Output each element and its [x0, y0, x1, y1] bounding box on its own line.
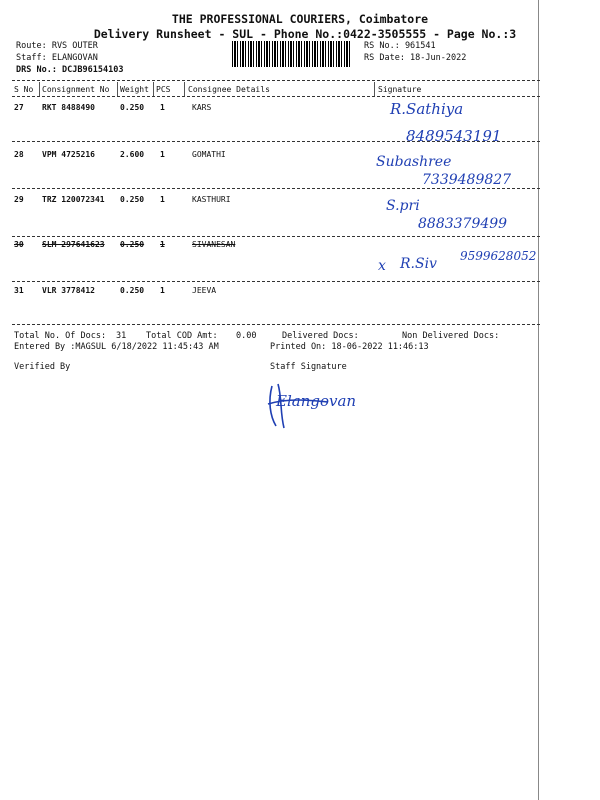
svg-text:x: x: [378, 258, 386, 274]
svg-text:R.Siv: R.Siv: [400, 256, 437, 272]
table-row-consignment: RKT 8488490: [42, 103, 95, 112]
route: Route: RVS OUTER: [16, 41, 98, 51]
table-row-consignment: VPM 4725216: [42, 150, 95, 159]
staff-signature-label: Staff Signature: [270, 362, 347, 372]
staff: Staff: ELANGOVAN: [16, 53, 98, 63]
svg-text:R.Sathiya: R.Sathiya: [390, 100, 464, 118]
rs-date: RS Date: 18-Jun-2022: [364, 53, 467, 63]
table-row-sno: 31: [14, 286, 24, 295]
total-docs-label: Total No. Of Docs:: [14, 331, 107, 341]
total-cod-value: 0.00: [236, 331, 257, 341]
table-row-weight: 0.250: [120, 286, 145, 295]
table-row-pcs: 1: [160, 286, 165, 295]
signature-image: [372, 150, 538, 190]
page-edge: [538, 0, 539, 800]
svg-text:9599628052: 9599628052: [460, 249, 537, 263]
table-row-consignee: SIVANESAN: [192, 240, 236, 249]
svg-text:8883379499: 8883379499: [418, 216, 508, 232]
table-row-sno: 28: [14, 150, 24, 159]
svg-text:S.pri: S.pri: [386, 198, 420, 214]
staff-signature-image: [258, 376, 358, 436]
divider: [12, 80, 540, 81]
col-sno: S No: [14, 85, 34, 94]
svg-text:8489543191: 8489543191: [406, 127, 502, 145]
entered-by: Entered By :MAGSUL 6/18/2022 11:45:43 AM: [14, 342, 219, 352]
table-row-consignee: JEEVA: [192, 286, 217, 295]
table-row-sno: 30: [14, 240, 24, 249]
table-row-pcs: 1: [160, 195, 165, 204]
table-row-sno: 29: [14, 195, 24, 204]
company-title: THE PROFESSIONAL COURIERS, Coimbatore: [171, 12, 429, 26]
runsheet-subtitle: Delivery Runsheet - SUL - Phone No.:0422-3505555 - Page No.:3: [93, 27, 517, 41]
table-row-sno: 27: [14, 103, 24, 112]
table-row-consignment: TRZ 120072341: [42, 195, 105, 204]
divider: [12, 324, 540, 325]
signature-image: [388, 96, 538, 146]
signature-image: [372, 236, 538, 282]
col-consignment: Consignment No: [42, 85, 110, 94]
divider: [12, 141, 540, 142]
drs-number: DRS No.: DCJB96154103: [16, 65, 124, 75]
col-consignee: Consignee Details: [188, 85, 270, 94]
table-row-weight: 0.250: [120, 103, 145, 112]
total-cod-label: Total COD Amt:: [146, 331, 218, 341]
delivered-docs-label: Delivered Docs:: [282, 331, 359, 341]
table-row-consignee: KASTHURI: [192, 195, 231, 204]
table-row-weight: 0.250: [120, 240, 145, 249]
svg-text:Elangovan: Elangovan: [276, 392, 357, 410]
table-row-pcs: 1: [160, 240, 165, 249]
table-row-weight: 0.250: [120, 195, 145, 204]
table-row-pcs: 1: [160, 103, 165, 112]
divider: [12, 188, 540, 189]
verified-by: Verified By: [14, 362, 71, 372]
table-row-pcs: 1: [160, 150, 165, 159]
table-row-consignment: VLR 3778412: [42, 286, 95, 295]
table-row-consignee: GOMATHI: [192, 150, 226, 159]
non-delivered-docs-label: Non Delivered Docs:: [402, 331, 500, 341]
col-weight: Weight: [120, 85, 149, 94]
table-row-consignee: KARS: [192, 103, 212, 112]
col-signature: Signature: [378, 85, 422, 94]
barcode: [232, 41, 352, 67]
table-row-consignment: SLM 297641623: [42, 240, 105, 249]
printed-on: Printed On: 18-06-2022 11:46:13: [270, 342, 429, 352]
table-row-weight: 2.600: [120, 150, 145, 159]
rs-number: RS No.: 961541: [364, 41, 436, 51]
svg-text:7339489827: 7339489827: [422, 172, 512, 188]
svg-text:Subashree: Subashree: [376, 154, 452, 170]
divider: [12, 281, 540, 282]
signature-image: [384, 192, 538, 234]
col-pcs: PCS: [156, 85, 171, 94]
total-docs-value: 31: [116, 331, 127, 341]
